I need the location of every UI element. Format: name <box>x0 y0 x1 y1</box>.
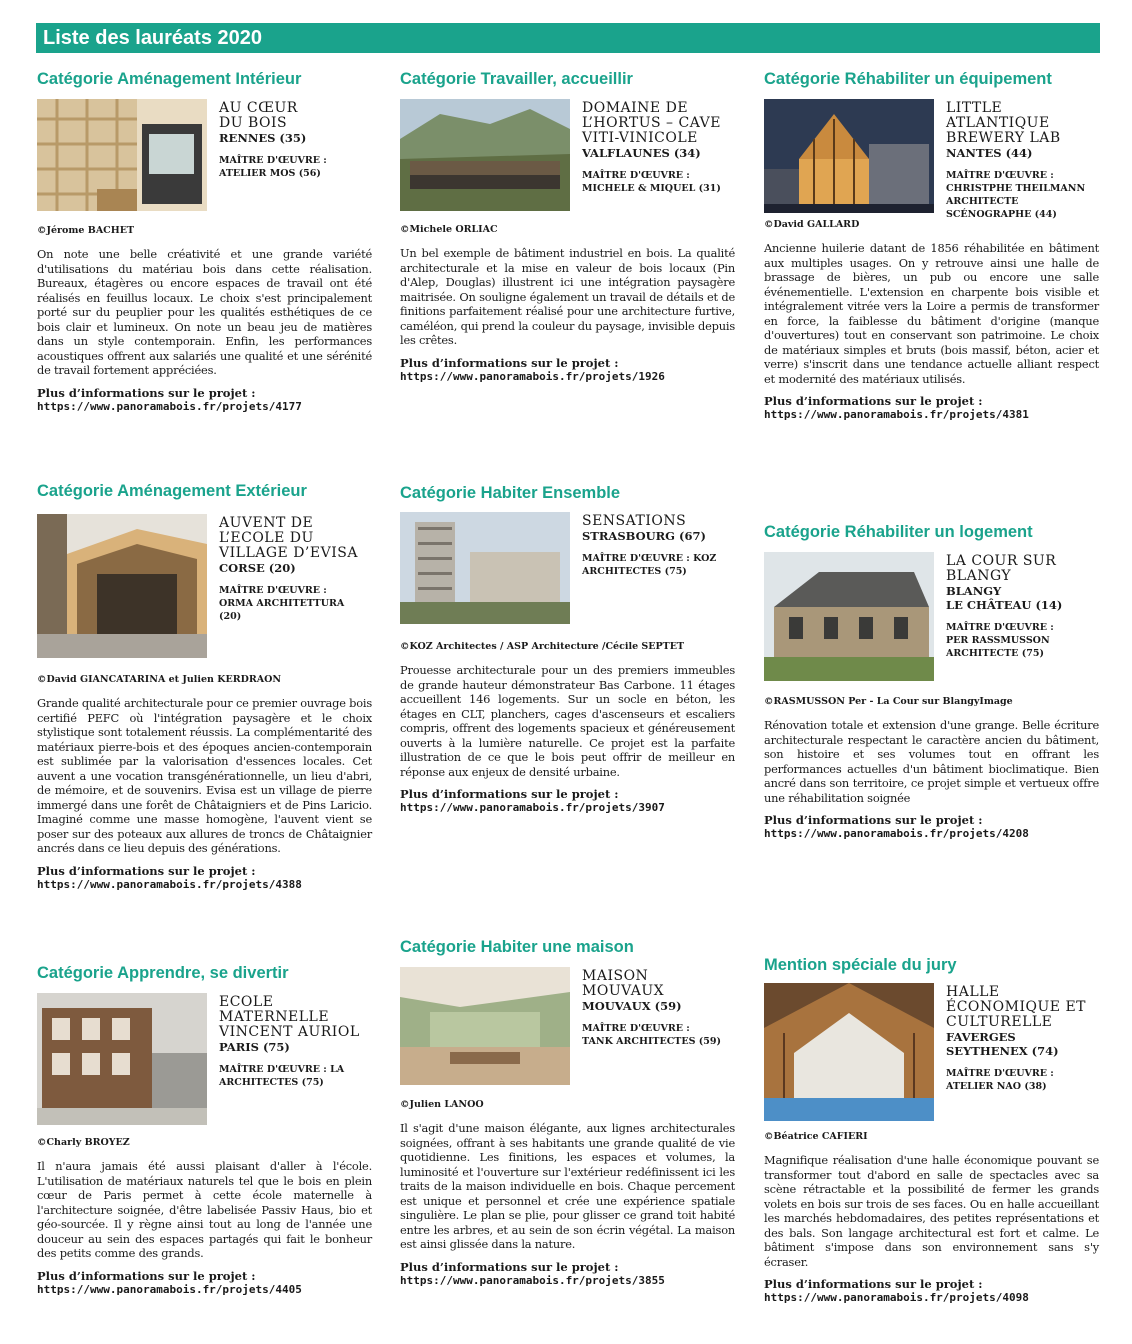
project-photo <box>764 983 934 1121</box>
photo-credit: ©Julien LANOO <box>400 1099 484 1110</box>
card-travailler-accueillir <box>400 69 735 384</box>
maitre-oeuvre: MAÎTRE D'ŒUVRE : PER RASSMUSSON ARCHITECTE (75) <box>946 622 1054 659</box>
more-info-label: Plus d’informations sur le projet : <box>764 394 983 408</box>
brewery-photo <box>764 99 934 213</box>
card-rehabiliter-equipement <box>764 69 1099 422</box>
house-interior-photo <box>400 967 570 1085</box>
project-description: Il s'agit d'une maison élégante, aux lignes architecturales soignées, offrant à ses habitants une grande qualité de vie quotidienne. Les finitions, les espaces et volumes, la luminosité et l'ouverture sur l'extérieur redéfinissent ici les traits de la maison individuelle en bois. Chaque percement est unique et personnel et crée une expérience spatiale singulière. Le plan se plie, pour glisser ce grand toit habité entre les arbres, et au sein de son écrin végétal. La maison est ainsi glissée dans la nature. <box>400 1121 735 1251</box>
project-link[interactable]: https://www.panoramabois.fr/projets/3855 <box>400 1273 665 1287</box>
more-info-label: Plus d’informations sur le projet : <box>37 863 256 878</box>
photo-credit: ©Charly BROYEZ <box>37 1137 130 1148</box>
category-heading: Mention spéciale du jury <box>764 956 957 974</box>
project-link[interactable]: https://www.panoramabois.fr/projets/1926 <box>400 369 665 383</box>
category-heading: Catégorie Habiter Ensemble <box>400 484 621 502</box>
project-title: ECOLE MATERNELLE VINCENT AURIOL <box>219 994 360 1040</box>
project-photo <box>37 993 207 1125</box>
project-photo <box>764 99 934 213</box>
photo-credit: ©RASMUSSON Per - La Cour sur BlangyImage <box>764 696 1013 707</box>
project-link[interactable]: https://www.panoramabois.fr/projets/4208 <box>764 827 1029 840</box>
category-heading: Catégorie Réhabiliter un équipement <box>764 70 1052 88</box>
card-apprendre-divertir <box>37 963 372 1297</box>
project-link[interactable]: https://www.panoramabois.fr/projets/4098 <box>764 1291 1029 1304</box>
project-description: Il n'aura jamais été aussi plaisant d'aller à l'école. L'utilisation de matériaux naturels tel que le bois en plein cœur de Paris permet à cette école maternelle à l'architecture soignée, d'être labelisée Passiv Haus, bio et géo-sourcée. Il y règne ainsi tout au long de l'année une douceur au sein des espaces partagés qui fait le bonheur des petits comme des grands. <box>37 1159 372 1260</box>
barn-house-photo <box>764 552 934 681</box>
project-photo <box>37 514 207 658</box>
project-location: RENNES (35) <box>219 131 307 145</box>
maitre-oeuvre: MAÎTRE D'ŒUVRE : MICHELE & MIQUEL (31) <box>582 170 721 194</box>
tower-photo <box>400 512 570 624</box>
project-link[interactable]: https://www.panoramabois.fr/projets/4177 <box>37 399 302 413</box>
project-location: VALFLAUNES (34) <box>582 146 701 160</box>
photo-credit: ©Michele ORLIAC <box>400 224 498 235</box>
project-link[interactable]: https://www.panoramabois.fr/projets/4388 <box>37 877 302 891</box>
photo-credit: ©Jérome BACHET <box>37 225 135 236</box>
project-title: HALLE ÉCONOMIQUE ET CULTURELLE <box>946 984 1087 1030</box>
project-location: PARIS (75) <box>219 1040 290 1054</box>
canopy-photo <box>37 514 207 658</box>
photo-credit: ©KOZ Architectes / ASP Architecture /Cécile SEPTET <box>400 641 685 652</box>
page-title-banner: Liste des lauréats 2020 <box>36 23 1100 53</box>
project-description: Magnifique réalisation d'une halle économique pouvant se transformer tout d'abord en salle de spectacles avec sa scène rétractable et la possibilité de fermer les grands volets en bois sur trois de ses faces. Ou en halle accueillant les marchés hebdomadaires, des petites représentations et des bals. Son langage architectural est fort et calme. Le bâtiment s'impose dans son environnement sans s'y écraser. <box>764 1153 1099 1269</box>
card-amenagement-exterieur <box>37 481 372 892</box>
more-info-label: Plus d’informations sur le projet : <box>764 813 983 827</box>
project-link[interactable]: https://www.panoramabois.fr/projets/4381 <box>764 408 1029 421</box>
card-amenagement-interieur <box>37 69 372 414</box>
project-link[interactable]: https://www.panoramabois.fr/projets/4405 <box>37 1282 302 1296</box>
project-location: CORSE (20) <box>219 561 296 575</box>
maitre-oeuvre: MAÎTRE D'ŒUVRE : TANK ARCHITECTES (59) <box>582 1023 721 1047</box>
project-link[interactable]: https://www.panoramabois.fr/projets/3907 <box>400 801 665 814</box>
project-photo <box>400 967 570 1085</box>
interior-photo <box>37 99 207 211</box>
photo-credit: ©Béatrice CAFIERI <box>764 1131 868 1142</box>
category-heading: Catégorie Aménagement Intérieur <box>37 70 302 88</box>
more-info-label: Plus d’informations sur le projet : <box>37 1268 256 1283</box>
maitre-oeuvre: MAÎTRE D'ŒUVRE : ORMA ARCHITETTURA (20) <box>219 585 345 622</box>
project-location: NANTES (44) <box>946 146 1033 160</box>
project-title: LITTLE ATLANTIQUE BREWERY LAB <box>946 100 1061 146</box>
project-location: STRASBOURG (67) <box>582 529 706 543</box>
project-photo <box>400 512 570 624</box>
photo-credit: ©David GALLARD <box>764 219 860 230</box>
project-title: LA COUR SUR BLANGY <box>946 553 1057 584</box>
more-info-label: Plus d’informations sur le projet : <box>37 385 256 400</box>
card-habiter-ensemble <box>400 483 735 815</box>
project-title: SENSATIONS <box>582 513 687 529</box>
project-photo <box>37 99 207 211</box>
project-description: Rénovation totale et extension d'une grange. Belle écriture architecturale respectant le caractère ancien du bâtiment, son histoire et ses volumes tout en offrant les performances actuelles d'un bâtiment bioclimatique. Bien ancré dans son territoire, ce projet simple et vertueux offre une réhabilitation soignée <box>764 718 1099 805</box>
category-heading: Catégorie Réhabiliter un logement <box>764 523 1033 541</box>
card-mention-speciale <box>764 955 1099 1305</box>
project-description: Ancienne huilerie datant de 1856 réhabilitée en bâtiment aux multiples usages. On y retrouve ainsi une halle de brassage de bières, un pub ou encore une salle événementielle. L'extension en charpente bois visible et intégralement vitrée vers la Loire a permis de transformer en force, la faiblesse du bâtiment d'origine (manque d'ouvertures) tout en conservant son patrimoine. Le choix de matériaux simples et bruts (bois massif, béton, acier et verre) s'inscrit dans une tendance actuelle alliant respect et modernité des matériaux utilisés. <box>764 241 1099 386</box>
project-location: BLANGY LE CHÂTEAU (14) <box>946 584 1063 612</box>
project-title: DOMAINE DE L’HORTUS – CAVE VITI-VINICOLE <box>582 100 721 146</box>
project-location: MOUVAUX (59) <box>582 999 682 1013</box>
category-heading: Catégorie Apprendre, se divertir <box>37 964 289 982</box>
more-info-label: Plus d’informations sur le projet : <box>400 355 619 370</box>
maitre-oeuvre: MAÎTRE D'ŒUVRE : KOZ ARCHITECTES (75) <box>582 553 717 577</box>
project-title: AUVENT DE L’ECOLE DU VILLAGE D’EVISA <box>219 515 358 561</box>
maitre-oeuvre: MAÎTRE D'ŒUVRE : CHRISTPHE THEILMANN ARCHITECTE SCÉNOGRAPHE (44) <box>946 170 1086 220</box>
project-title: AU CŒUR DU BOIS <box>219 100 298 131</box>
category-heading: Catégorie Travailler, accueillir <box>400 70 633 88</box>
project-photo <box>764 552 934 681</box>
project-description: On note une belle créativité et une grande variété d'utilisations du matériau bois dans cette réalisation. Bureaux, étagères ou encore espaces de travail ont été réalisés en feuillus locaux. Le choix s'est principalement porté sur du peuplier pour les qualités esthétiques de ce bois clair et lumineux. On note un beau jeu de matières dans un style contemporain. Enfin, les performances acoustiques offrent aux salariés une qualité et une sérénité de travail fortement appréciées. <box>37 247 372 377</box>
more-info-label: Plus d’informations sur le projet : <box>400 787 619 801</box>
winery-photo <box>400 99 570 211</box>
project-description: Grande qualité architecturale pour ce premier ouvrage bois certifié PEFC où l'intégration paysagère et le choix stylistique sont totalement réussis. La complémentarité des matériaux pierre-bois et des époques ancien-contemporain est sublimée par la valorisation d'essences locales. Cet auvent a une vocation transgénérationnelle, un lieu d'abri, de mémoire, et de souvenirs. Evisa est un village de pierre immergé dans une forêt de Châtaigniers et de Pins Laricio. Imaginé comme une masse homogène, l'auvent vient se poser sur des poteaux aux allures de troncs de Châtaignier ancrés dans ce lieu depuis des générations. <box>37 696 372 855</box>
category-heading: Catégorie Habiter une maison <box>400 938 634 956</box>
project-location: FAVERGES SEYTHENEX (74) <box>946 1030 1059 1058</box>
maitre-oeuvre: MAÎTRE D'ŒUVRE : ATELIER NAO (38) <box>946 1068 1054 1092</box>
card-habiter-maison <box>400 937 735 1288</box>
more-info-label: Plus d’informations sur le projet : <box>400 1259 619 1274</box>
maitre-oeuvre: MAÎTRE D'ŒUVRE : ATELIER MOS (56) <box>219 155 327 179</box>
category-heading: Catégorie Aménagement Extérieur <box>37 482 307 500</box>
market-hall-photo <box>764 983 934 1121</box>
project-photo <box>400 99 570 211</box>
photo-credit: ©David GIANCATARINA et Julien KERDRAON <box>37 674 282 685</box>
school-photo <box>37 993 207 1125</box>
card-rehabiliter-logement <box>764 522 1099 841</box>
maitre-oeuvre: MAÎTRE D'ŒUVRE : LA ARCHITECTES (75) <box>219 1064 345 1088</box>
project-description: Prouesse architecturale pour un des premiers immeubles de grande hauteur démonstrateur Bas Carbone. 11 étages accueillent 146 logements. Sur un socle en béton, les étages en CLT, planchers, cages d'ascenseurs et escaliers compris, offrent des logements spacieux et généreusement ouverts à la lumière naturelle. Ce projet est la parfaite illustration de ce que le bois peut offrir de meilleur en réponse aux enjeux de densité urbaine. <box>400 663 735 779</box>
project-description: Un bel exemple de bâtiment industriel en bois. La qualité architecturale et la mise en valeur de bois locaux (Pin d'Alep, Douglas) illustrent ici une intégration paysagère maitrisée. On souligne également un travail de détails et de finitions parfaitement réalisé pour une architecture furtive, caméléon, qui prend la couleur du paysage, invisible depuis les crêtes. <box>400 246 735 347</box>
project-title: MAISON MOUVAUX <box>582 968 665 999</box>
more-info-label: Plus d’informations sur le projet : <box>764 1277 983 1291</box>
